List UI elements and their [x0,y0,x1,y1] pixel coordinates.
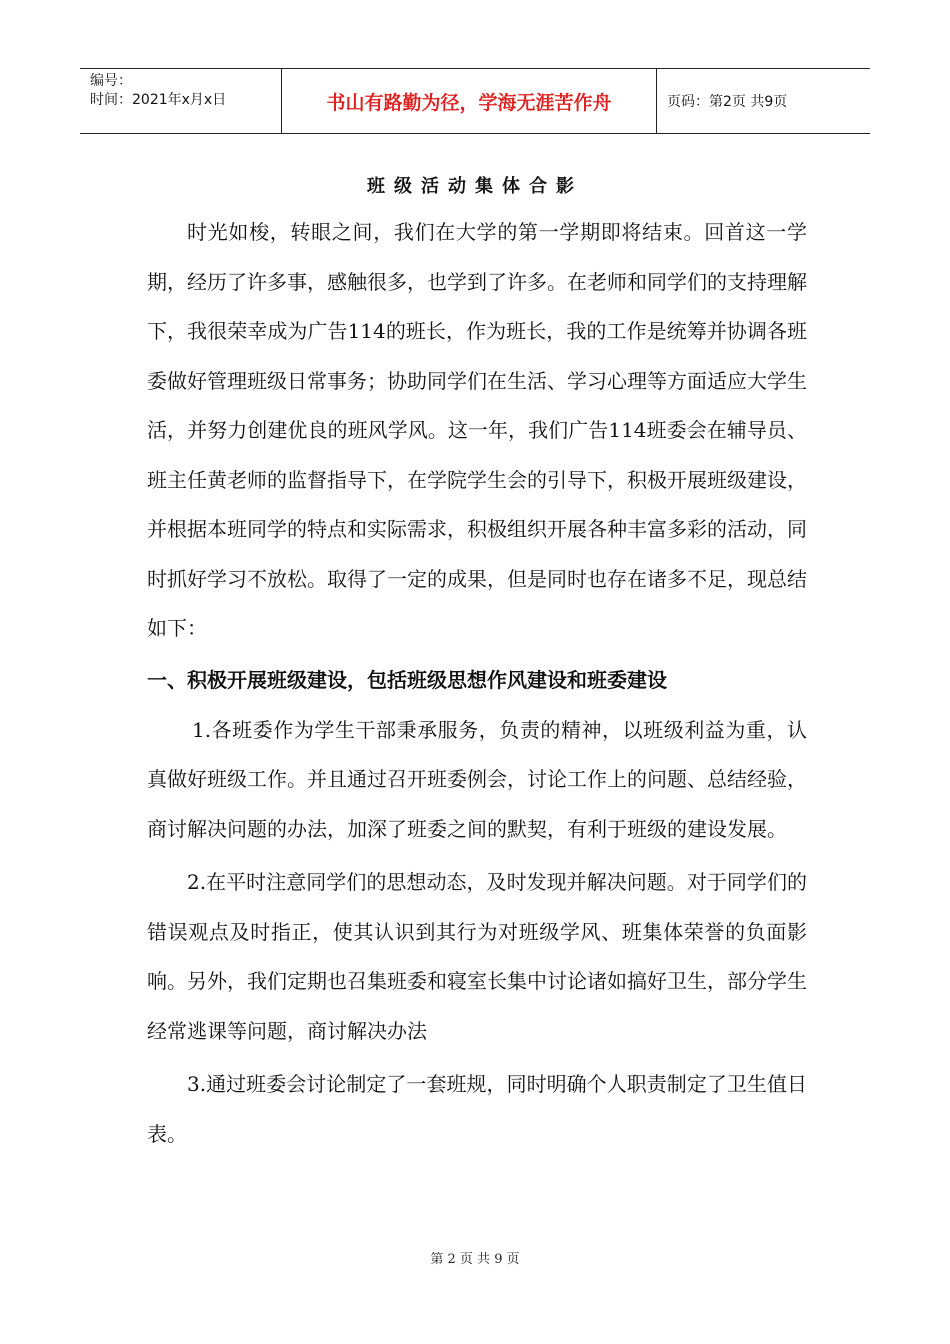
document-body [147,208,807,1159]
header-meta [80,69,282,133]
page-title: 班级活动集体合影 [367,176,583,197]
list-item: 1.各班委作为学生干部秉承服务，负责的精神，以班级利益为重，认真做好班级工作。并且通过召开班委例会，讨论工作上的问题、总结经验，商讨解决问题的办法，加深了班委之间的默契，有利于班级的建设发展。 [147,717,807,841]
date-label: 时间：2021年x月x日 [90,92,227,108]
intro-paragraph: 时光如梭，转眼之间，我们在大学的第一学期即将结束。回首这一学期，经历了许多事，感触很多，也学到了许多。在老师和同学们的支持理解下，我很荣幸成为广告114的班长，作为班长，我的工作是统筹并协调各班委做好管理班级日常事务；协助同学们在生活、学习心理等方面适应大学生活，并努力创建优良的班风学风。这一年，我们广告114班委会在辅导员、班主任黄老师的监督指导下，在学院学生会的引导下，积极开展班级建设，并根据本班同学的特点和实际需求，积极组织开展各种丰富多彩的活动，同时抓好学习不放松。取得了一定的成果，但是同时也存在诸多不足，现总结如下： [147,220,807,640]
page-indicator: 页码：第2页 共9页 [667,94,788,110]
document-header [80,68,870,134]
number-label: 编号： [90,73,132,89]
motto: 书山有路勤为径，学海无涯苦作舟 [282,69,657,133]
list-item: 3.通过班委会讨论制定了一套班规，同时明确个人职责制定了卫生值日表。 [147,1072,807,1146]
section-heading: 一、积极开展班级建设，包括班级思想作风建设和班委建设 [147,667,667,692]
page-footer: 第 2 页 共 9 页 [430,1252,520,1267]
list-item: 2.在平时注意同学们的思想动态，及时发现并解决问题。对于同学们的错误观点及时指正，使其认识到其行为对班级学风、班集体荣誉的负面影响。另外，我们定期也召集班委和寝室长集中讨论诸如搞好卫生，部分学生经常逃课等问题，商讨解决办法 [147,870,807,1043]
